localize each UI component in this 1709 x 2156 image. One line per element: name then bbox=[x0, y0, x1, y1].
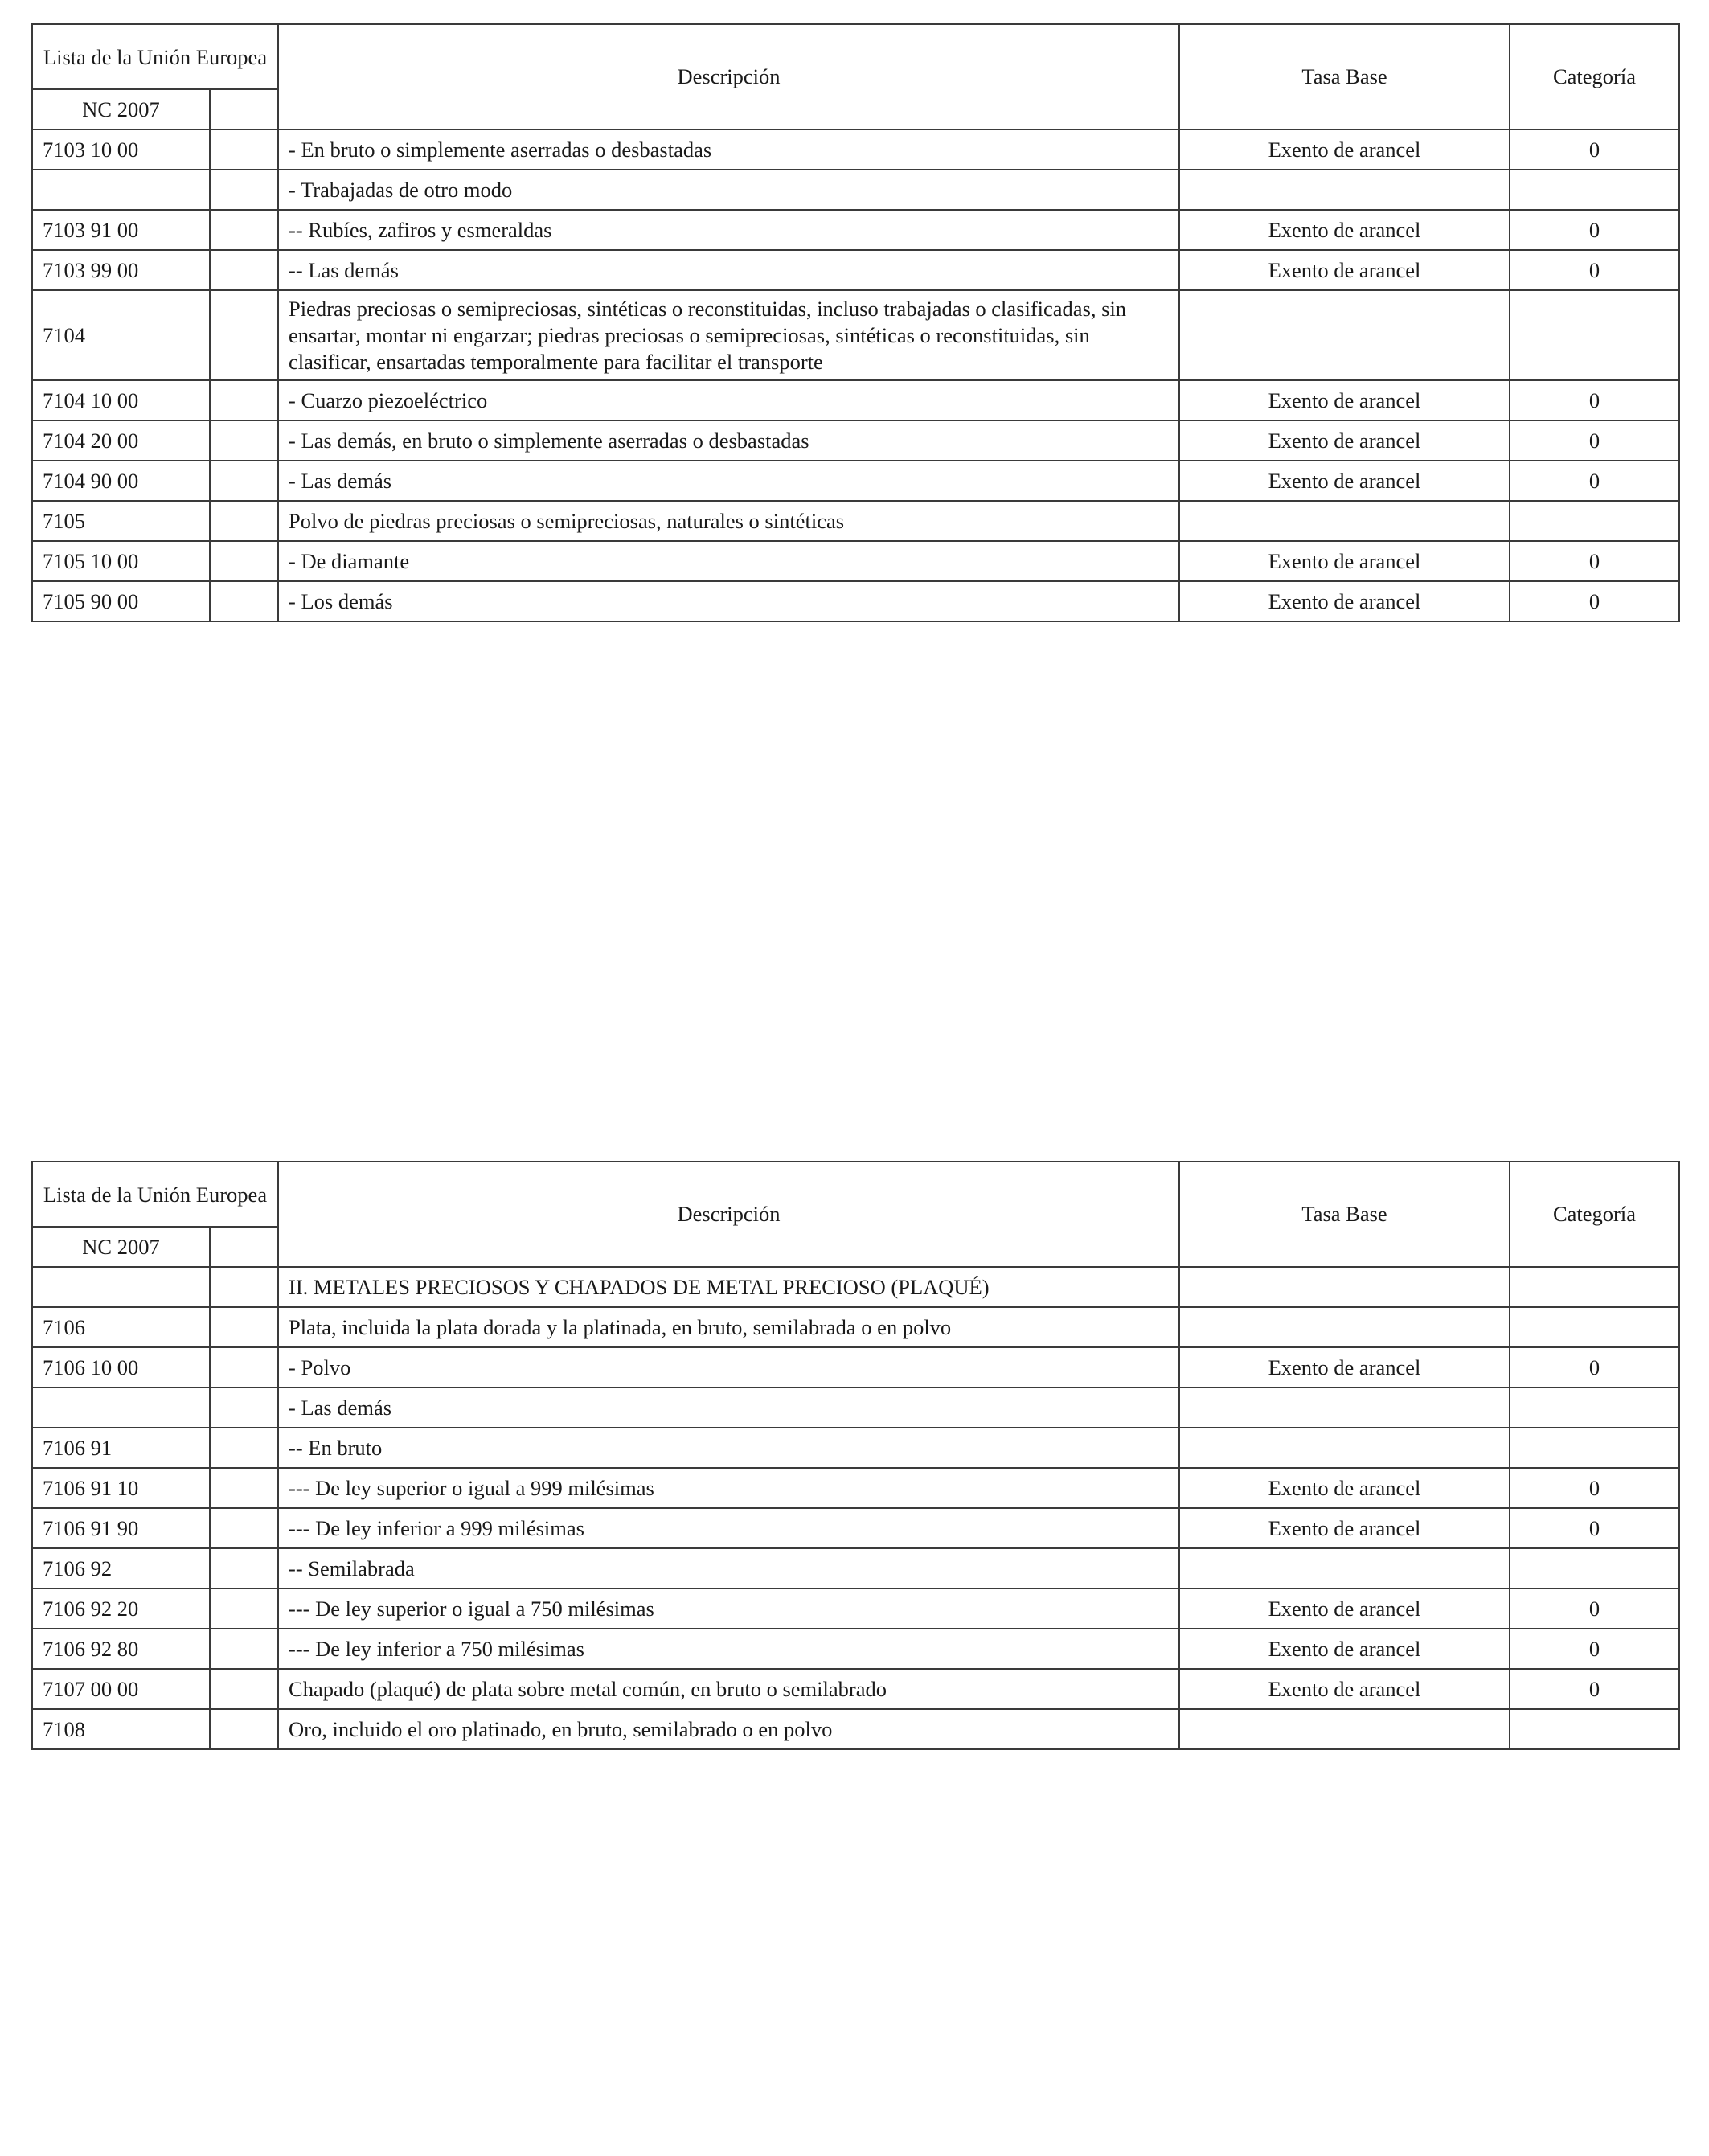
base-rate: Exento de arancel bbox=[1179, 250, 1510, 290]
table-row bbox=[32, 1468, 1679, 1508]
table-row bbox=[32, 170, 1679, 210]
category: 0 bbox=[1510, 380, 1679, 420]
blank-cell bbox=[210, 1428, 278, 1468]
description: - Trabajadas de otro modo bbox=[278, 170, 1179, 210]
description: -- Rubíes, zafiros y esmeraldas bbox=[278, 210, 1179, 250]
header-blank-cell bbox=[210, 89, 278, 129]
nc-code: 7108 bbox=[32, 1709, 210, 1749]
category bbox=[1510, 1267, 1679, 1307]
category: 0 bbox=[1510, 581, 1679, 621]
description: - Las demás bbox=[278, 461, 1179, 501]
nc-code: 7105 bbox=[32, 501, 210, 541]
base-rate: Exento de arancel bbox=[1179, 210, 1510, 250]
description: II. METALES PRECIOSOS Y CHAPADOS DE METAL PRECIOSO (PLAQUÉ) bbox=[278, 1267, 1179, 1307]
table-row bbox=[32, 1548, 1679, 1588]
table-row bbox=[32, 290, 1679, 380]
blank-cell bbox=[210, 1669, 278, 1709]
category: 0 bbox=[1510, 129, 1679, 170]
description: --- De ley inferior a 999 milésimas bbox=[278, 1508, 1179, 1548]
category: 0 bbox=[1510, 541, 1679, 581]
base-rate: Exento de arancel bbox=[1179, 581, 1510, 621]
tariff-table-1 bbox=[31, 23, 1680, 622]
base-rate: Exento de arancel bbox=[1179, 541, 1510, 581]
table-row bbox=[32, 1347, 1679, 1387]
base-rate: Exento de arancel bbox=[1179, 461, 1510, 501]
category: 0 bbox=[1510, 1468, 1679, 1508]
table-row bbox=[32, 1709, 1679, 1749]
table-row bbox=[32, 380, 1679, 420]
base-rate: Exento de arancel bbox=[1179, 1669, 1510, 1709]
blank-cell bbox=[210, 250, 278, 290]
table-row bbox=[32, 461, 1679, 501]
category: 0 bbox=[1510, 210, 1679, 250]
header-categoria: Categoría bbox=[1510, 24, 1679, 129]
blank-cell bbox=[210, 1347, 278, 1387]
base-rate bbox=[1179, 501, 1510, 541]
nc-code: 7107 00 00 bbox=[32, 1669, 210, 1709]
category: 0 bbox=[1510, 250, 1679, 290]
blank-cell bbox=[210, 290, 278, 380]
header-tasa-base: Tasa Base bbox=[1179, 1162, 1510, 1267]
header-tasa-base: Tasa Base bbox=[1179, 24, 1510, 129]
description: - Polvo bbox=[278, 1347, 1179, 1387]
base-rate bbox=[1179, 1307, 1510, 1347]
description: - Las demás, en bruto o simplemente aserradas o desbastadas bbox=[278, 420, 1179, 461]
base-rate: Exento de arancel bbox=[1179, 380, 1510, 420]
base-rate: Exento de arancel bbox=[1179, 1588, 1510, 1629]
nc-code bbox=[32, 1387, 210, 1428]
table-body bbox=[32, 129, 1679, 621]
table-row bbox=[32, 581, 1679, 621]
blank-cell bbox=[210, 210, 278, 250]
base-rate bbox=[1179, 1709, 1510, 1749]
table-row bbox=[32, 1508, 1679, 1548]
blank-cell bbox=[210, 1307, 278, 1347]
blank-cell bbox=[210, 461, 278, 501]
category: 0 bbox=[1510, 420, 1679, 461]
table-header bbox=[32, 24, 1679, 129]
base-rate bbox=[1179, 1267, 1510, 1307]
category: 0 bbox=[1510, 461, 1679, 501]
category bbox=[1510, 1709, 1679, 1749]
blank-cell bbox=[210, 1709, 278, 1749]
nc-code: 7104 10 00 bbox=[32, 380, 210, 420]
base-rate: Exento de arancel bbox=[1179, 420, 1510, 461]
description: Polvo de piedras preciosas o semipreciosas, naturales o sintéticas bbox=[278, 501, 1179, 541]
tariff-table-2 bbox=[31, 1161, 1680, 1750]
header-blank-cell bbox=[210, 1227, 278, 1267]
description: --- De ley superior o igual a 750 milésimas bbox=[278, 1588, 1179, 1629]
blank-cell bbox=[210, 1387, 278, 1428]
table-row bbox=[32, 541, 1679, 581]
blank-cell bbox=[210, 1629, 278, 1669]
base-rate: Exento de arancel bbox=[1179, 1629, 1510, 1669]
table-row bbox=[32, 1428, 1679, 1468]
nc-code: 7106 10 00 bbox=[32, 1347, 210, 1387]
category bbox=[1510, 1428, 1679, 1468]
base-rate bbox=[1179, 170, 1510, 210]
base-rate bbox=[1179, 1428, 1510, 1468]
category bbox=[1510, 290, 1679, 380]
nc-code: 7106 91 10 bbox=[32, 1468, 210, 1508]
nc-code: 7106 92 80 bbox=[32, 1629, 210, 1669]
description: Plata, incluida la plata dorada y la platinada, en bruto, semilabrada o en polvo bbox=[278, 1307, 1179, 1347]
blank-cell bbox=[210, 541, 278, 581]
header-descripcion: Descripción bbox=[278, 1162, 1179, 1267]
nc-code: 7103 10 00 bbox=[32, 129, 210, 170]
table-header bbox=[32, 1162, 1679, 1267]
blank-cell bbox=[210, 581, 278, 621]
category: 0 bbox=[1510, 1669, 1679, 1709]
table-row bbox=[32, 1267, 1679, 1307]
nc-code: 7103 91 00 bbox=[32, 210, 210, 250]
blank-cell bbox=[210, 129, 278, 170]
base-rate bbox=[1179, 1548, 1510, 1588]
base-rate: Exento de arancel bbox=[1179, 1468, 1510, 1508]
table-row bbox=[32, 1669, 1679, 1709]
nc-code bbox=[32, 1267, 210, 1307]
nc-code: 7104 20 00 bbox=[32, 420, 210, 461]
category: 0 bbox=[1510, 1588, 1679, 1629]
table-row bbox=[32, 1387, 1679, 1428]
description: - Las demás bbox=[278, 1387, 1179, 1428]
blank-cell bbox=[210, 420, 278, 461]
category bbox=[1510, 501, 1679, 541]
header-lista: Lista de la Unión Europea bbox=[32, 24, 278, 89]
nc-code: 7106 91 90 bbox=[32, 1508, 210, 1548]
description: - De diamante bbox=[278, 541, 1179, 581]
blank-cell bbox=[210, 1588, 278, 1629]
blank-cell bbox=[210, 1468, 278, 1508]
base-rate bbox=[1179, 290, 1510, 380]
header-lista: Lista de la Unión Europea bbox=[32, 1162, 278, 1227]
nc-code: 7106 bbox=[32, 1307, 210, 1347]
description: - Los demás bbox=[278, 581, 1179, 621]
blank-cell bbox=[210, 1267, 278, 1307]
category: 0 bbox=[1510, 1629, 1679, 1669]
table-row bbox=[32, 501, 1679, 541]
table-row bbox=[32, 1588, 1679, 1629]
nc-code: 7103 99 00 bbox=[32, 250, 210, 290]
description: -- En bruto bbox=[278, 1428, 1179, 1468]
base-rate: Exento de arancel bbox=[1179, 1347, 1510, 1387]
nc-code: 7106 92 20 bbox=[32, 1588, 210, 1629]
description: --- De ley superior o igual a 999 milésimas bbox=[278, 1468, 1179, 1508]
nc-code: 7105 90 00 bbox=[32, 581, 210, 621]
base-rate: Exento de arancel bbox=[1179, 129, 1510, 170]
header-nc: NC 2007 bbox=[32, 1227, 210, 1267]
category bbox=[1510, 1548, 1679, 1588]
table-body bbox=[32, 1267, 1679, 1749]
description: --- De ley inferior a 750 milésimas bbox=[278, 1629, 1179, 1669]
blank-cell bbox=[210, 170, 278, 210]
base-rate bbox=[1179, 1387, 1510, 1428]
description: -- Semilabrada bbox=[278, 1548, 1179, 1588]
category: 0 bbox=[1510, 1508, 1679, 1548]
nc-code: 7106 91 bbox=[32, 1428, 210, 1468]
table-row bbox=[32, 250, 1679, 290]
nc-code bbox=[32, 170, 210, 210]
table-row bbox=[32, 420, 1679, 461]
table-row bbox=[32, 129, 1679, 170]
nc-code: 7106 92 bbox=[32, 1548, 210, 1588]
description: - En bruto o simplemente aserradas o desbastadas bbox=[278, 129, 1179, 170]
blank-cell bbox=[210, 1508, 278, 1548]
category bbox=[1510, 1307, 1679, 1347]
category bbox=[1510, 1387, 1679, 1428]
category: 0 bbox=[1510, 1347, 1679, 1387]
description: Piedras preciosas o semipreciosas, sintéticas o reconstituidas, incluso trabajadas o clasificadas, sin ensartar, montar ni engarzar; piedras preciosas o semipreciosas, sintéticas o reconstituidas, sin clasificar, ensartadas temporalmente para facilitar el transporte bbox=[278, 290, 1179, 380]
base-rate: Exento de arancel bbox=[1179, 1508, 1510, 1548]
table-row bbox=[32, 1629, 1679, 1669]
category bbox=[1510, 170, 1679, 210]
table-row bbox=[32, 1307, 1679, 1347]
header-categoria: Categoría bbox=[1510, 1162, 1679, 1267]
blank-cell bbox=[210, 501, 278, 541]
description: Chapado (plaqué) de plata sobre metal común, en bruto o semilabrado bbox=[278, 1669, 1179, 1709]
nc-code: 7104 bbox=[32, 290, 210, 380]
nc-code: 7105 10 00 bbox=[32, 541, 210, 581]
header-nc: NC 2007 bbox=[32, 89, 210, 129]
nc-code: 7104 90 00 bbox=[32, 461, 210, 501]
description: -- Las demás bbox=[278, 250, 1179, 290]
header-descripcion: Descripción bbox=[278, 24, 1179, 129]
description: Oro, incluido el oro platinado, en bruto, semilabrado o en polvo bbox=[278, 1709, 1179, 1749]
table-row bbox=[32, 210, 1679, 250]
description: - Cuarzo piezoeléctrico bbox=[278, 380, 1179, 420]
blank-cell bbox=[210, 1548, 278, 1588]
blank-cell bbox=[210, 380, 278, 420]
